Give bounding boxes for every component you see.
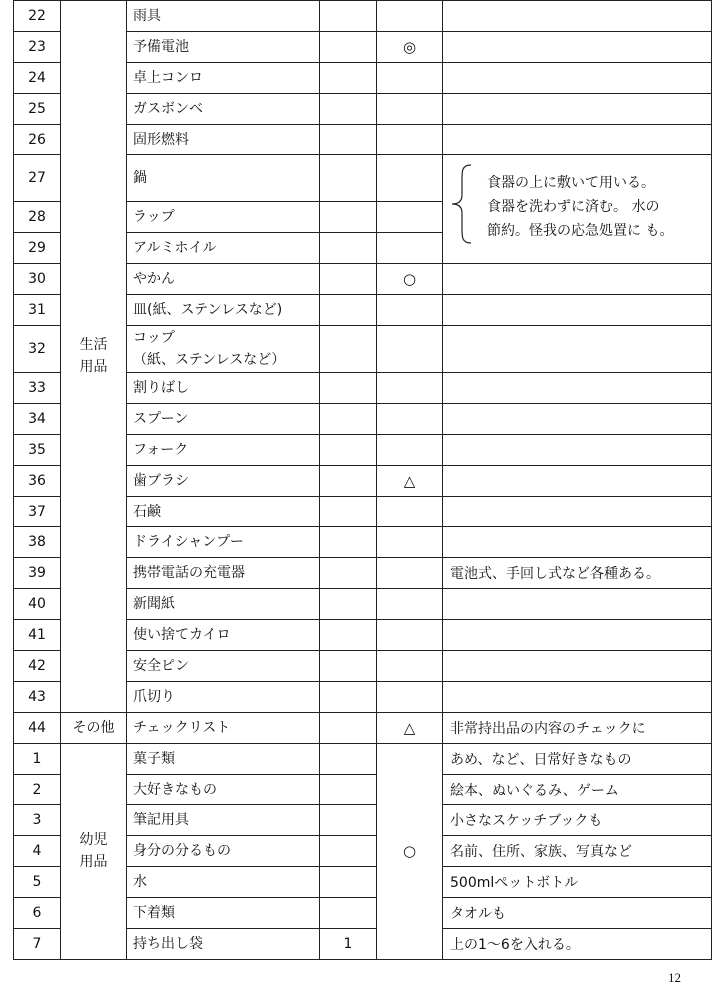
row-number: 28 (14, 202, 61, 233)
item-name: 携帯電話の充電器 (127, 558, 320, 589)
note-cell (443, 496, 712, 527)
quantity-cell: 1 (320, 929, 377, 960)
note-cell (443, 620, 712, 651)
quantity-cell (320, 805, 377, 836)
row-number: 23 (14, 31, 61, 62)
item-name: チェックリスト (127, 712, 320, 743)
item-name: 爪切り (127, 681, 320, 712)
note-cell (443, 403, 712, 434)
row-number: 5 (14, 867, 61, 898)
note-cell (443, 589, 712, 620)
quantity-cell (320, 620, 377, 651)
item-name: 身分の分るもの (127, 836, 320, 867)
table-row (14, 743, 712, 774)
priority-mark (377, 651, 443, 682)
row-number: 4 (14, 836, 61, 867)
note-cell: 非常持出品の内容のチェックに (443, 712, 712, 743)
row-number: 32 (14, 326, 61, 373)
row-number: 42 (14, 651, 61, 682)
note-cell: 電池式、手回し式など各種ある。 (443, 558, 712, 589)
item-name-line: コップ (133, 330, 175, 347)
quantity-cell (320, 712, 377, 743)
item-name: 固形燃料 (127, 124, 320, 155)
group-note-cell (443, 155, 712, 264)
item-name: 下着類 (127, 898, 320, 929)
item-name (127, 326, 320, 373)
quantity-cell (320, 898, 377, 929)
note-cell: 絵本、ぬいぐるみ、ゲーム (443, 774, 712, 805)
priority-mark (377, 93, 443, 124)
priority-mark (377, 620, 443, 651)
item-name: 水 (127, 867, 320, 898)
item-name: ラップ (127, 202, 320, 233)
category-label: 生活 (79, 337, 108, 354)
item-name: 筆記用具 (127, 805, 320, 836)
quantity-cell (320, 589, 377, 620)
row-number: 44 (14, 712, 61, 743)
priority-mark: ○ (377, 264, 443, 295)
priority-mark (377, 233, 443, 264)
row-number: 43 (14, 681, 61, 712)
note-cell (443, 651, 712, 682)
priority-mark: ○ (377, 743, 443, 959)
item-name: 持ち出し袋 (127, 929, 320, 960)
quantity-cell (320, 31, 377, 62)
row-number: 26 (14, 124, 61, 155)
table-row (14, 712, 712, 743)
quantity-cell (320, 295, 377, 326)
priority-mark (377, 527, 443, 558)
priority-mark (377, 62, 443, 93)
row-number: 29 (14, 233, 61, 264)
group-note-line: 食器の上に敷いて用いる。 (487, 175, 655, 192)
note-cell: 上の1～6を入れる。 (443, 929, 712, 960)
item-name: 使い捨てカイロ (127, 620, 320, 651)
priority-mark (377, 496, 443, 527)
priority-mark (377, 403, 443, 434)
table-row (14, 1, 712, 32)
note-cell: 小さなスケッチブックも (443, 805, 712, 836)
note-cell (443, 62, 712, 93)
quantity-cell (320, 264, 377, 295)
item-name: 新聞紙 (127, 589, 320, 620)
priority-mark (377, 202, 443, 233)
priority-mark (377, 155, 443, 202)
note-cell (443, 681, 712, 712)
group-note-text (487, 171, 673, 243)
quantity-cell (320, 233, 377, 264)
note-cell (443, 31, 712, 62)
quantity-cell (320, 1, 377, 32)
note-cell: あめ、など、日常好きなもの (443, 743, 712, 774)
row-number: 33 (14, 373, 61, 404)
row-number: 40 (14, 589, 61, 620)
priority-mark (377, 1, 443, 32)
row-number: 6 (14, 898, 61, 929)
row-number: 2 (14, 774, 61, 805)
note-cell (443, 326, 712, 373)
row-number: 41 (14, 620, 61, 651)
quantity-cell (320, 326, 377, 373)
item-name: 卓上コンロ (127, 62, 320, 93)
category-label: 用品 (79, 359, 108, 376)
priority-mark (377, 589, 443, 620)
priority-mark (377, 373, 443, 404)
item-name: やかん (127, 264, 320, 295)
quantity-cell (320, 836, 377, 867)
group-note-line: 節約。怪我の応急処置に も。 (487, 223, 674, 240)
quantity-cell (320, 434, 377, 465)
quantity-cell (320, 681, 377, 712)
note-cell (443, 1, 712, 32)
note-cell (443, 124, 712, 155)
note-cell (443, 373, 712, 404)
quantity-cell (320, 496, 377, 527)
priority-mark: △ (377, 465, 443, 496)
quantity-cell (320, 373, 377, 404)
priority-mark (377, 326, 443, 373)
brace-icon (449, 163, 477, 245)
category-label: 幼児 (79, 832, 108, 849)
quantity-cell (320, 867, 377, 898)
note-cell (443, 527, 712, 558)
item-name: フォーク (127, 434, 320, 465)
priority-mark (377, 124, 443, 155)
note-cell: 500mlペットボトル (443, 867, 712, 898)
row-number: 24 (14, 62, 61, 93)
note-cell (443, 434, 712, 465)
item-name: 菓子類 (127, 743, 320, 774)
row-number: 1 (14, 743, 61, 774)
row-number: 31 (14, 295, 61, 326)
quantity-cell (320, 651, 377, 682)
note-cell: タオルも (443, 898, 712, 929)
item-name: 石鹸 (127, 496, 320, 527)
item-name-line: （紙、ステンレスなど） (133, 352, 286, 369)
quantity-cell (320, 202, 377, 233)
row-number: 38 (14, 527, 61, 558)
note-cell (443, 465, 712, 496)
quantity-cell (320, 124, 377, 155)
quantity-cell (320, 93, 377, 124)
quantity-cell (320, 465, 377, 496)
priority-mark (377, 295, 443, 326)
quantity-cell (320, 403, 377, 434)
category-cell-other: その他 (61, 712, 127, 743)
row-number: 27 (14, 155, 61, 202)
row-number: 25 (14, 93, 61, 124)
group-note-line: 食器を洗わずに済む。 水の (487, 199, 660, 216)
note-cell: 名前、住所、家族、写真など (443, 836, 712, 867)
item-name: 割りばし (127, 373, 320, 404)
row-number: 7 (14, 929, 61, 960)
checklist-table (13, 0, 712, 960)
quantity-cell (320, 527, 377, 558)
category-label: 用品 (79, 854, 108, 871)
item-name: 雨具 (127, 1, 320, 32)
item-name: 皿(紙、ステンレスなど) (127, 295, 320, 326)
note-cell (443, 93, 712, 124)
item-name: 鍋 (127, 155, 320, 202)
row-number: 22 (14, 1, 61, 32)
row-number: 30 (14, 264, 61, 295)
quantity-cell (320, 743, 377, 774)
item-name: ガスボンベ (127, 93, 320, 124)
row-number: 39 (14, 558, 61, 589)
quantity-cell (320, 774, 377, 805)
quantity-cell (320, 62, 377, 93)
item-name: ドライシャンプー (127, 527, 320, 558)
item-name: 大好きなもの (127, 774, 320, 805)
note-cell (443, 295, 712, 326)
priority-mark (377, 434, 443, 465)
quantity-cell (320, 155, 377, 202)
item-name: 歯ブラシ (127, 465, 320, 496)
priority-mark (377, 681, 443, 712)
priority-mark (377, 558, 443, 589)
note-cell (443, 264, 712, 295)
category-cell-daily (61, 1, 127, 713)
priority-mark: ◎ (377, 31, 443, 62)
category-cell-infant (61, 743, 127, 959)
quantity-cell (320, 558, 377, 589)
row-number: 3 (14, 805, 61, 836)
priority-mark: △ (377, 712, 443, 743)
item-name: 安全ピン (127, 651, 320, 682)
item-name: スプーン (127, 403, 320, 434)
row-number: 35 (14, 434, 61, 465)
item-name: 予備電池 (127, 31, 320, 62)
row-number: 34 (14, 403, 61, 434)
item-name: アルミホイル (127, 233, 320, 264)
row-number: 36 (14, 465, 61, 496)
page-number: 12 (668, 970, 681, 985)
row-number: 37 (14, 496, 61, 527)
